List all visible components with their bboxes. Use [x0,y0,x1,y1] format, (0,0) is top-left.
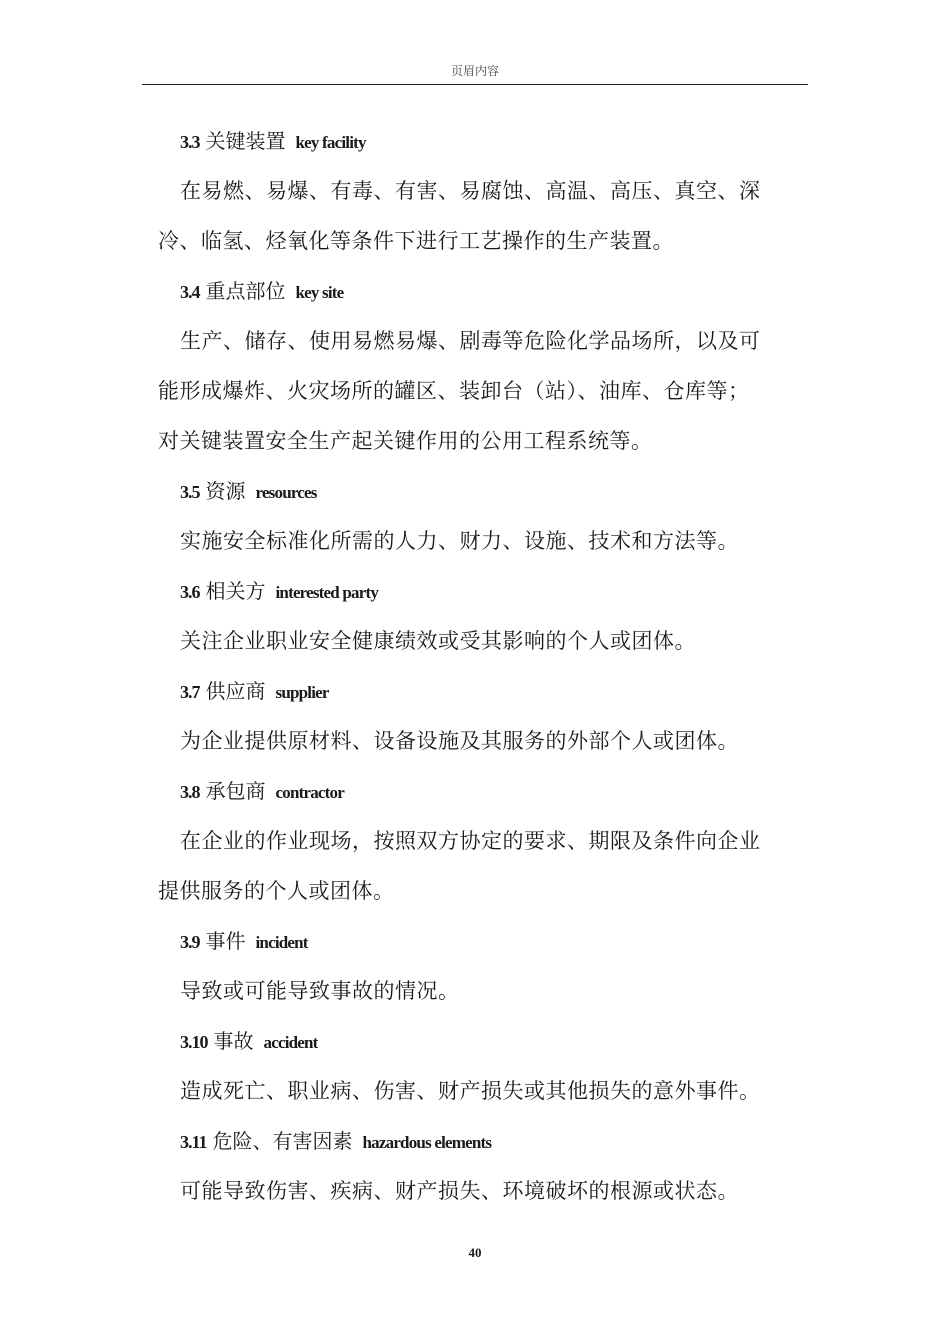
section-heading [158,666,798,716]
definition-line: 对关键装置安全生产起关键作用的公用工程系统等。 [158,429,653,453]
section-heading [158,266,798,316]
definition-line: 在企业的作业现场，按照双方协定的要求、期限及条件向企业 [180,829,761,853]
section-title-zh: 事件 [205,929,246,953]
section-heading [158,116,798,166]
section-title-zh: 供应商 [205,679,266,703]
section-number: 3.4 [180,282,200,302]
section-title-en: contractor [275,783,344,802]
section-title-zh: 危险、有害因素 [212,1129,353,1153]
definition-line: 造成死亡、职业病、伤害、财产损失或其他损失的意外事件。 [180,1079,761,1103]
definition-line: 提供服务的个人或团体。 [158,879,395,903]
definition-line: 关注企业职业安全健康绩效或受其影响的个人或团体。 [180,629,696,653]
section-number: 3.5 [180,482,200,502]
section-title-zh: 事故 [213,1029,254,1053]
page-number: 40 [468,1245,482,1260]
section-title-zh: 相关方 [205,579,266,603]
page-header-text: 页眉内容 [450,64,499,78]
section-title-en: resources [255,483,317,502]
section-number: 3.6 [180,582,200,602]
definition-line: 实施安全标准化所需的人力、财力、设施、技术和方法等。 [180,529,739,553]
definition-line: 能形成爆炸、火灾场所的罐区、装卸台（站）、油库、仓库等； [158,379,750,403]
section-title-en: supplier [275,683,329,702]
section-number: 3.11 [180,1132,207,1152]
section-title-en: interested party [275,583,379,602]
definition-line: 可能导致伤害、疾病、财产损失、环境破坏的根源或状态。 [180,1179,739,1203]
section-title-en: incident [255,933,308,952]
section-number: 3.9 [180,932,200,952]
definition-line: 在易燃、易爆、有毒、有害、易腐蚀、高温、高压、真空、深 [180,179,761,203]
section-title-zh: 承包商 [205,779,266,803]
section-title-en: key facility [295,133,366,152]
section-heading [158,566,798,616]
definition-line: 冷、临氢、烃氧化等条件下进行工艺操作的生产装置。 [158,229,674,253]
section-title-zh: 资源 [205,479,246,503]
section-number: 3.8 [180,782,200,802]
section-heading [158,1116,798,1166]
section-number: 3.3 [180,132,200,152]
section-heading [158,766,798,816]
section-title-en: accident [263,1033,318,1052]
section-heading [158,916,798,966]
document-body [158,116,798,1216]
definition-line: 生产、储存、使用易燃易爆、剧毒等危险化学品场所，以及可 [180,329,761,353]
section-heading [158,1016,798,1066]
section-title-zh: 重点部位 [205,279,286,303]
section-number: 3.10 [180,1032,208,1052]
section-heading [158,466,798,516]
section-title-zh: 关键装置 [205,129,286,153]
page-header [142,62,808,85]
section-title-en: key site [295,283,344,302]
section-number: 3.7 [180,682,200,702]
definition-line: 为企业提供原材料、设备设施及其服务的外部个人或团体。 [180,729,739,753]
definition-line: 导致或可能导致事故的情况。 [180,979,460,1003]
section-title-en: hazardous elements [362,1133,492,1152]
